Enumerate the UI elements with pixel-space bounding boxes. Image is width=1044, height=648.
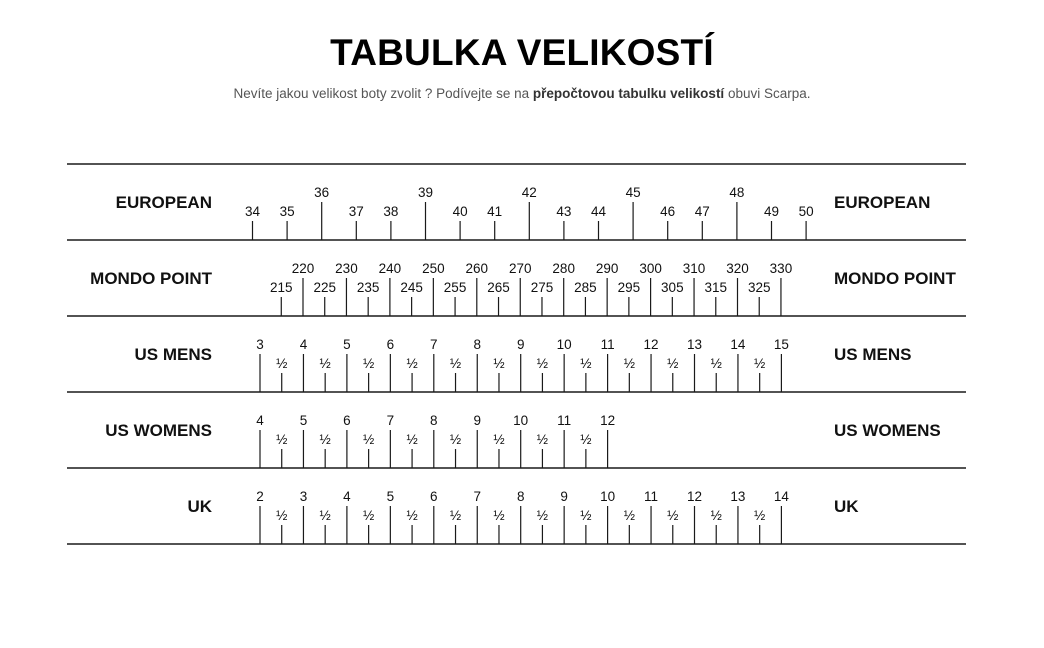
tick-label-half: ½ xyxy=(493,356,505,371)
tick-label-major: 36 xyxy=(314,185,330,200)
tick-label-major: 320 xyxy=(726,261,749,276)
tick-label-half: ½ xyxy=(580,508,592,523)
tick-label-major: 5 xyxy=(386,489,395,504)
tick-label-minor: 215 xyxy=(270,280,293,295)
row-label-right: MONDO POINT xyxy=(834,269,956,288)
tick-label-major: 8 xyxy=(430,413,438,428)
tick-label-major: 5 xyxy=(343,337,351,352)
tick-label-minor: 325 xyxy=(747,280,771,295)
size-table-link[interactable]: přepočtovou tabulku velikostí xyxy=(532,86,725,101)
tick-label-major: 11 xyxy=(557,413,572,428)
tick-label-half: ½ xyxy=(276,508,288,523)
tick-label-half: ½ xyxy=(710,508,722,523)
tick-label-minor: 265 xyxy=(487,280,510,295)
tick-label-major: 230 xyxy=(335,261,358,276)
tick-label-minor: 295 xyxy=(617,280,641,295)
tick-label-minor: 245 xyxy=(400,280,423,295)
tick-label-major: 48 xyxy=(729,185,745,200)
tick-label-half: ½ xyxy=(362,508,375,523)
tick-label-half: ½ xyxy=(406,356,418,371)
tick-label-minor: 46 xyxy=(660,204,676,219)
tick-label-major: 280 xyxy=(552,261,575,276)
tick-label-half: ½ xyxy=(449,432,462,447)
row-label-left: EUROPEAN xyxy=(115,193,212,212)
tick-label-minor: 47 xyxy=(694,204,710,219)
tick-label-minor: 255 xyxy=(443,280,467,295)
tick-label-major: 10 xyxy=(513,413,529,428)
tick-label-major: 4 xyxy=(299,337,308,352)
tick-label-major: 220 xyxy=(291,261,315,276)
tick-label-minor: 41 xyxy=(487,204,503,219)
tick-label-half: ½ xyxy=(623,356,635,371)
tick-label-major: 12 xyxy=(600,413,616,428)
row-label-left: MONDO POINT xyxy=(90,269,212,288)
tick-label-half: ½ xyxy=(362,432,375,447)
tick-label-minor: 44 xyxy=(590,204,607,219)
tick-label-major: 8 xyxy=(516,489,525,504)
tick-label-major: 7 xyxy=(430,337,438,352)
tick-label-half: ½ xyxy=(319,432,331,447)
page-title: TABULKA VELIKOSTÍ xyxy=(330,32,714,73)
tick-label-major: 12 xyxy=(686,489,703,504)
tick-label-minor: 285 xyxy=(574,280,597,295)
tick-label-major: 12 xyxy=(643,337,659,352)
tick-label-half: ½ xyxy=(536,432,549,447)
tick-label-minor: 235 xyxy=(356,280,380,295)
tick-label-minor: 225 xyxy=(313,280,336,295)
tick-label-half: ½ xyxy=(667,508,679,523)
tick-label-major: 42 xyxy=(521,185,537,200)
tick-label-major: 6 xyxy=(386,337,395,352)
row-label-right: UK xyxy=(834,497,859,516)
tick-label-half: ½ xyxy=(710,356,722,371)
tick-label-half: ½ xyxy=(449,356,462,371)
tick-label-major: 7 xyxy=(386,413,395,428)
tick-label-half: ½ xyxy=(362,356,375,371)
tick-label-major: 9 xyxy=(473,413,482,428)
row-label-left: US MENS xyxy=(134,345,212,364)
tick-label-minor: 38 xyxy=(383,204,399,219)
tick-label-major: 250 xyxy=(422,261,445,276)
row-label-right: US WOMENS xyxy=(834,421,941,440)
tick-label-minor: 34 xyxy=(244,204,261,219)
tick-label-major: 270 xyxy=(508,261,532,276)
tick-label-half: ½ xyxy=(276,356,288,371)
tick-label-half: ½ xyxy=(536,356,549,371)
tick-label-major: 13 xyxy=(730,489,746,504)
tick-label-half: ½ xyxy=(754,356,766,371)
tick-label-half: ½ xyxy=(319,508,331,523)
tick-label-major: 260 xyxy=(465,261,489,276)
tick-label-half: ½ xyxy=(406,508,418,523)
tick-label-major: 13 xyxy=(686,337,703,352)
tick-label-half: ½ xyxy=(623,508,635,523)
tick-label-minor: 49 xyxy=(763,204,780,219)
tick-label-half: ½ xyxy=(449,508,462,523)
tick-label-major: 10 xyxy=(556,337,572,352)
tick-label-minor: 315 xyxy=(704,280,728,295)
tick-label-major: 14 xyxy=(730,337,746,352)
tick-label-half: ½ xyxy=(319,356,331,371)
tick-label-minor: 35 xyxy=(279,204,295,219)
tick-label-major: 9 xyxy=(560,489,568,504)
tick-label-minor: 50 xyxy=(798,204,814,219)
tick-label-half: ½ xyxy=(580,356,592,371)
tick-label-major: 300 xyxy=(639,261,662,276)
tick-label-major: 240 xyxy=(378,261,402,276)
tick-label-major: 14 xyxy=(773,489,789,504)
subtitle-text-after: obuvi Scarpa. xyxy=(724,86,811,101)
tick-label-major: 8 xyxy=(473,337,482,352)
tick-label-major: 9 xyxy=(516,337,525,352)
tick-label-major: 5 xyxy=(299,413,308,428)
tick-label-major: 15 xyxy=(773,337,789,352)
tick-label-major: 2 xyxy=(256,489,264,504)
tick-label-major: 310 xyxy=(682,261,706,276)
row-label-right: US MENS xyxy=(834,345,912,364)
tick-label-half: ½ xyxy=(276,432,288,447)
tick-label-major: 11 xyxy=(644,489,659,504)
subtitle-text-before: Nevíte jakou velikost boty zvolit ? Podívejte se na xyxy=(233,86,533,101)
tick-label-major: 3 xyxy=(256,337,264,352)
tick-label-major: 45 xyxy=(625,185,641,200)
tick-label-half: ½ xyxy=(406,432,418,447)
tick-label-major: 10 xyxy=(600,489,616,504)
row-label-right: EUROPEAN xyxy=(834,193,931,212)
tick-label-half: ½ xyxy=(493,432,505,447)
tick-label-major: 39 xyxy=(417,185,434,200)
tick-label-major: 7 xyxy=(473,489,482,504)
tick-label-major: 3 xyxy=(299,489,308,504)
tick-label-major: 6 xyxy=(430,489,438,504)
tick-label-major: 6 xyxy=(343,413,351,428)
tick-label-major: 290 xyxy=(595,261,619,276)
tick-label-minor: 275 xyxy=(530,280,554,295)
tick-label-minor: 43 xyxy=(556,204,572,219)
tick-label-major: 4 xyxy=(343,489,351,504)
row-label-left: UK xyxy=(187,497,212,516)
tick-label-major: 11 xyxy=(600,337,615,352)
tick-label-minor: 305 xyxy=(661,280,684,295)
tick-label-minor: 40 xyxy=(452,204,468,219)
tick-label-half: ½ xyxy=(493,508,505,523)
tick-label-half: ½ xyxy=(667,356,679,371)
tick-label-major: 330 xyxy=(769,261,793,276)
tick-label-half: ½ xyxy=(536,508,549,523)
row-label-left: US WOMENS xyxy=(105,421,212,440)
tick-label-major: 4 xyxy=(256,413,264,428)
tick-label-minor: 37 xyxy=(348,204,364,219)
tick-label-half: ½ xyxy=(580,432,592,447)
tick-label-half: ½ xyxy=(754,508,766,523)
